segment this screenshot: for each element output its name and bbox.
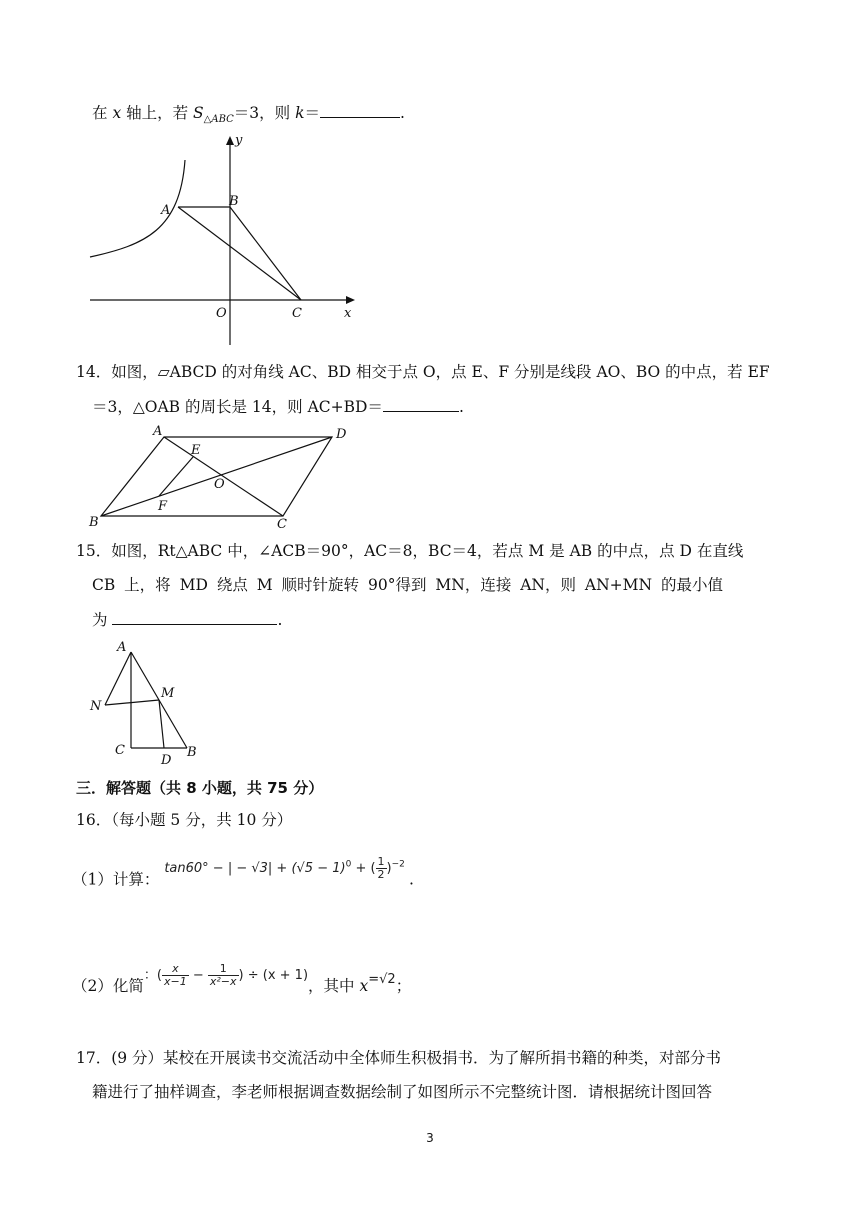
frac1-num: x <box>162 963 189 976</box>
q14-line2 <box>92 395 464 418</box>
label-e: E <box>191 443 201 458</box>
q16-part2 <box>72 962 412 1000</box>
q17-line2: 籍进行了抽样调查，李老师根据调查数据绘制了如图所示不完整统计图．请根据统计图回答 <box>92 1083 713 1101</box>
segment-nm <box>105 700 159 705</box>
expr-minus: − <box>188 968 208 983</box>
figure-q15 <box>85 638 215 768</box>
expr-part-c: ) <box>386 861 392 877</box>
label-c: C <box>292 306 302 321</box>
q13-s-subscript: △ABC <box>203 114 234 126</box>
q15-line1: 15．如图，Rt△ABC 中，∠ACB＝90°，AC＝8，BC＝4，若点 M 是 AB 的中点，点 D 在直线 <box>76 542 744 560</box>
label-o: O <box>216 306 227 321</box>
label-b: B <box>187 745 197 760</box>
segment-an <box>105 652 131 705</box>
q16-part2-expression <box>143 962 309 988</box>
label-b: B <box>229 194 239 209</box>
y-axis-arrow-icon <box>226 136 234 145</box>
fraction-x-over-x-minus-1 <box>162 963 189 988</box>
fraction-one-half <box>376 856 387 881</box>
q13-end: . <box>400 104 405 122</box>
q16-part2-end: ； <box>395 977 412 995</box>
label-x: x <box>344 306 352 321</box>
expr-close: ) ÷ (x + 1) <box>238 968 309 983</box>
label-f: F <box>158 499 168 514</box>
figure-q14 <box>85 422 375 532</box>
q16-part1-end: . <box>409 870 414 889</box>
label-a: A <box>153 424 163 439</box>
q13-text <box>92 101 405 131</box>
q16-part1-expression <box>164 855 409 882</box>
fraction-1-over-x2-minus-x <box>208 963 239 988</box>
frac2-num: 1 <box>208 963 239 976</box>
label-a: A <box>161 203 171 218</box>
q14-line1: 14．如图，▱ABCD 的对角线 AC、BD 相交于点 O，点 E、F 分别是线段 AO、BO 的中点，若 EF <box>76 363 770 381</box>
q16-part2-value: √2 <box>379 972 396 987</box>
hyperbola-curve <box>90 160 185 257</box>
q13-prefix: 在 <box>92 104 113 122</box>
q16-part2-x: x <box>359 977 369 995</box>
q13-x-var: x <box>112 104 122 122</box>
expr-exp-0: 0 <box>345 860 352 870</box>
q15-line3 <box>92 608 282 631</box>
q17-line1: 17．(9 分）某校在开展读书交流活动中全体师生积极捐书．为了解所捐书籍的种类，对部分书 <box>76 1049 722 1067</box>
expr-open: ( <box>156 968 162 983</box>
segment-bc <box>230 207 301 300</box>
q13-k-var: k <box>295 104 305 122</box>
frac1-den: x−1 <box>163 975 187 988</box>
frac2-den: x²−x <box>209 975 237 988</box>
expr-exp: −2 <box>391 860 405 870</box>
label-d: D <box>161 753 172 768</box>
figure-q13 <box>85 130 365 350</box>
q14-line2-text: ＝3，△OAB 的周长是 14，则 AC+BD＝ <box>92 398 383 416</box>
q13-answer-blank[interactable] <box>320 101 400 118</box>
q16-part2-mid: ，其中 <box>308 977 360 995</box>
q15-answer-blank[interactable] <box>112 608 277 625</box>
q15-line3-text: 为 <box>92 611 113 629</box>
q16-heading: 16．（每小题 5 分，共 10 分） <box>76 811 293 829</box>
q16-part2-eq: = <box>368 972 380 987</box>
q13-s-symbol: S <box>193 104 204 122</box>
label-b: B <box>89 515 99 530</box>
q16-part1-label: （1）计算： <box>72 870 160 889</box>
q16-part2-label: （2）化简 <box>72 977 144 995</box>
q16-part1 <box>72 855 414 893</box>
q14-end: . <box>458 398 464 416</box>
label-m: M <box>161 686 175 701</box>
frac-num: 1 <box>377 855 385 869</box>
page-number: 3 <box>426 1131 434 1145</box>
frac-den: 2 <box>377 868 385 882</box>
q15-end: . <box>277 611 283 629</box>
q13-mid: 轴上，若 <box>121 104 194 122</box>
label-a: A <box>117 640 127 655</box>
section-3-heading: 三．解答题（共 8 小题，共 75 分） <box>76 779 324 797</box>
expr-colon: ： <box>143 968 157 983</box>
expr-part-b: + ( <box>351 861 376 877</box>
expr-part-a: tan60° − | − √3| + (√5 − 1) <box>164 861 346 877</box>
label-n: N <box>90 699 102 714</box>
q13-eq2: ＝ <box>304 104 320 122</box>
x-axis-arrow-icon <box>346 296 355 304</box>
q13-eq: ＝3，则 <box>233 104 296 122</box>
label-d: D <box>336 427 347 442</box>
label-y: y <box>235 133 243 148</box>
q15-line2: CB 上，将 MD 绕点 M 顺时针旋转 90°得到 MN，连接 AN，则 AN+MN 的最小值 <box>92 576 724 594</box>
label-c: C <box>277 517 287 532</box>
segment-ac <box>178 207 301 300</box>
label-c: C <box>115 743 125 758</box>
label-o: O <box>214 477 225 492</box>
q14-answer-blank[interactable] <box>383 395 459 412</box>
